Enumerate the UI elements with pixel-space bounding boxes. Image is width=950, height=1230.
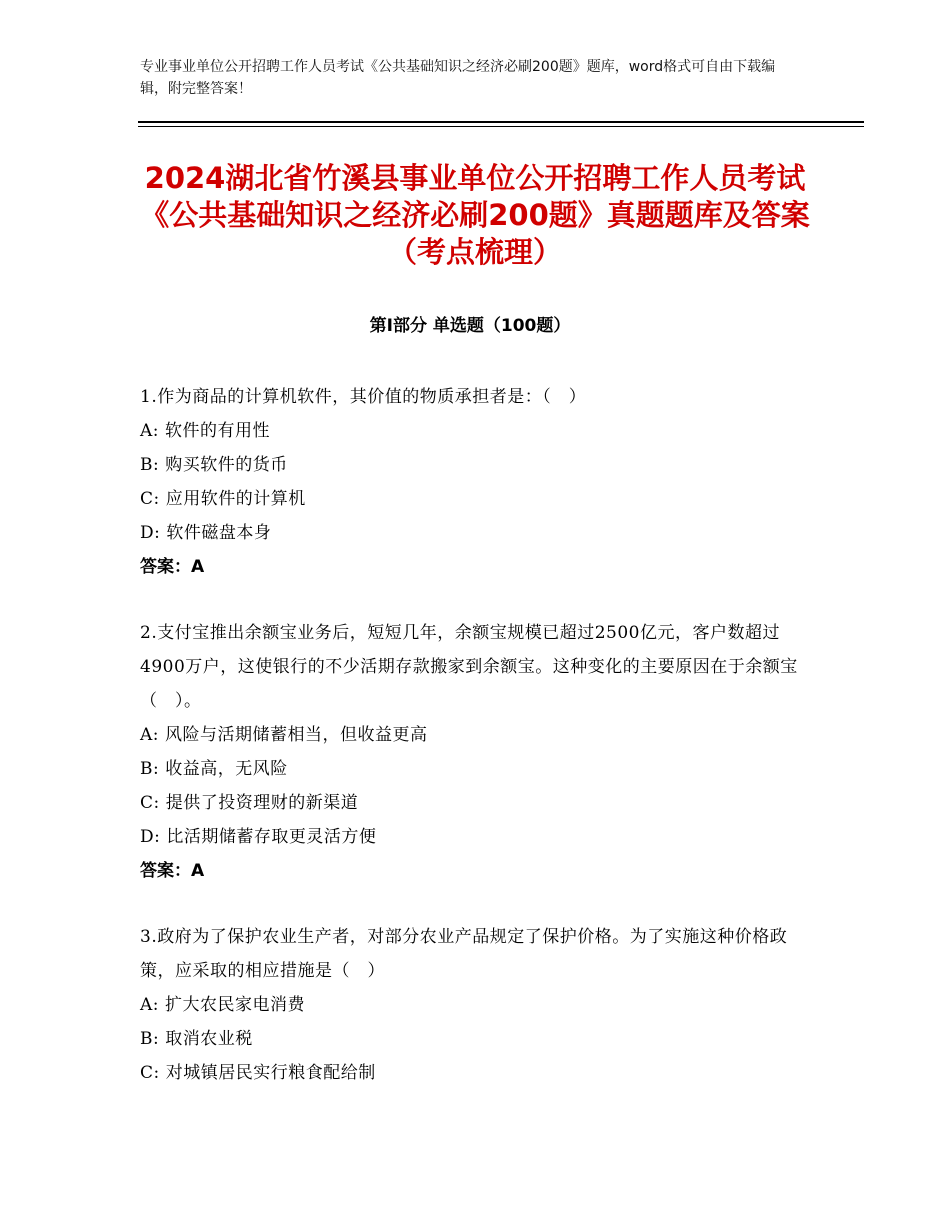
option-d <box>140 820 800 854</box>
option-key: B: <box>140 1029 160 1049</box>
question-2 <box>140 616 800 888</box>
question-stem: 2.支付宝推出余额宝业务后，短短几年，余额宝规模已超过2500亿元，客户数超过4900万户，这使银行的不少活期存款搬家到余额宝。这种变化的主要原因在于余额宝（ ）。 <box>140 623 798 711</box>
option-key: A: <box>140 421 160 441</box>
option-key: C: <box>140 1063 160 1083</box>
option-text: 取消农业税 <box>165 1029 253 1049</box>
option-text: 风险与活期储蓄相当，但收益更高 <box>165 725 428 745</box>
header-rule-thick <box>138 121 864 123</box>
question-list <box>140 380 800 1122</box>
option-a <box>140 414 800 448</box>
header-note: 专业事业单位公开招聘工作人员考试《公共基础知识之经济必刷200题》题库，word格式可自由下载编辑，附完整答案！ <box>140 59 776 97</box>
option-key: A: <box>140 995 160 1015</box>
option-text: 收益高，无风险 <box>165 759 288 779</box>
option-a <box>140 988 800 1022</box>
question-stem: 3.政府为了保护农业生产者，对部分农业产品规定了保护价格。为了实施这种价格政策，应采取的相应措施是（ ） <box>140 927 788 981</box>
option-key: D: <box>140 827 161 847</box>
document-title: 2024湖北省竹溪县事业单位公开招聘工作人员考试《公共基础知识之经济必刷200题》真题题库及答案（考点梳理） <box>140 161 810 269</box>
option-b <box>140 448 800 482</box>
option-d <box>140 516 800 550</box>
option-text: 软件磁盘本身 <box>166 523 272 543</box>
option-c <box>140 786 800 820</box>
option-key: B: <box>140 455 160 475</box>
option-c <box>140 1056 800 1090</box>
option-text: 扩大农民家电消费 <box>165 995 306 1015</box>
option-text: 提供了投资理财的新渠道 <box>165 793 359 813</box>
question-3 <box>140 920 800 1090</box>
option-text: 软件的有用性 <box>165 421 271 441</box>
option-c <box>140 482 800 516</box>
option-key: D: <box>140 523 161 543</box>
section-title: 第Ⅰ部分 单选题（100题） <box>369 316 571 336</box>
option-text: 应用软件的计算机 <box>165 489 306 509</box>
option-b <box>140 752 800 786</box>
option-key: C: <box>140 489 160 509</box>
question-1 <box>140 380 800 584</box>
option-key: A: <box>140 725 160 745</box>
option-text: 对城镇居民实行粮食配给制 <box>165 1063 376 1083</box>
option-key: C: <box>140 793 160 813</box>
option-text: 比活期储蓄存取更灵活方便 <box>166 827 377 847</box>
option-b <box>140 1022 800 1056</box>
option-text: 购买软件的货币 <box>165 455 288 475</box>
answer: 答案：A <box>140 861 205 881</box>
header-rule-thin <box>138 126 864 127</box>
option-key: B: <box>140 759 160 779</box>
answer: 答案：A <box>140 557 205 577</box>
question-stem: 1.作为商品的计算机软件，其价值的物质承担者是：（ ） <box>140 387 587 407</box>
option-a <box>140 718 800 752</box>
